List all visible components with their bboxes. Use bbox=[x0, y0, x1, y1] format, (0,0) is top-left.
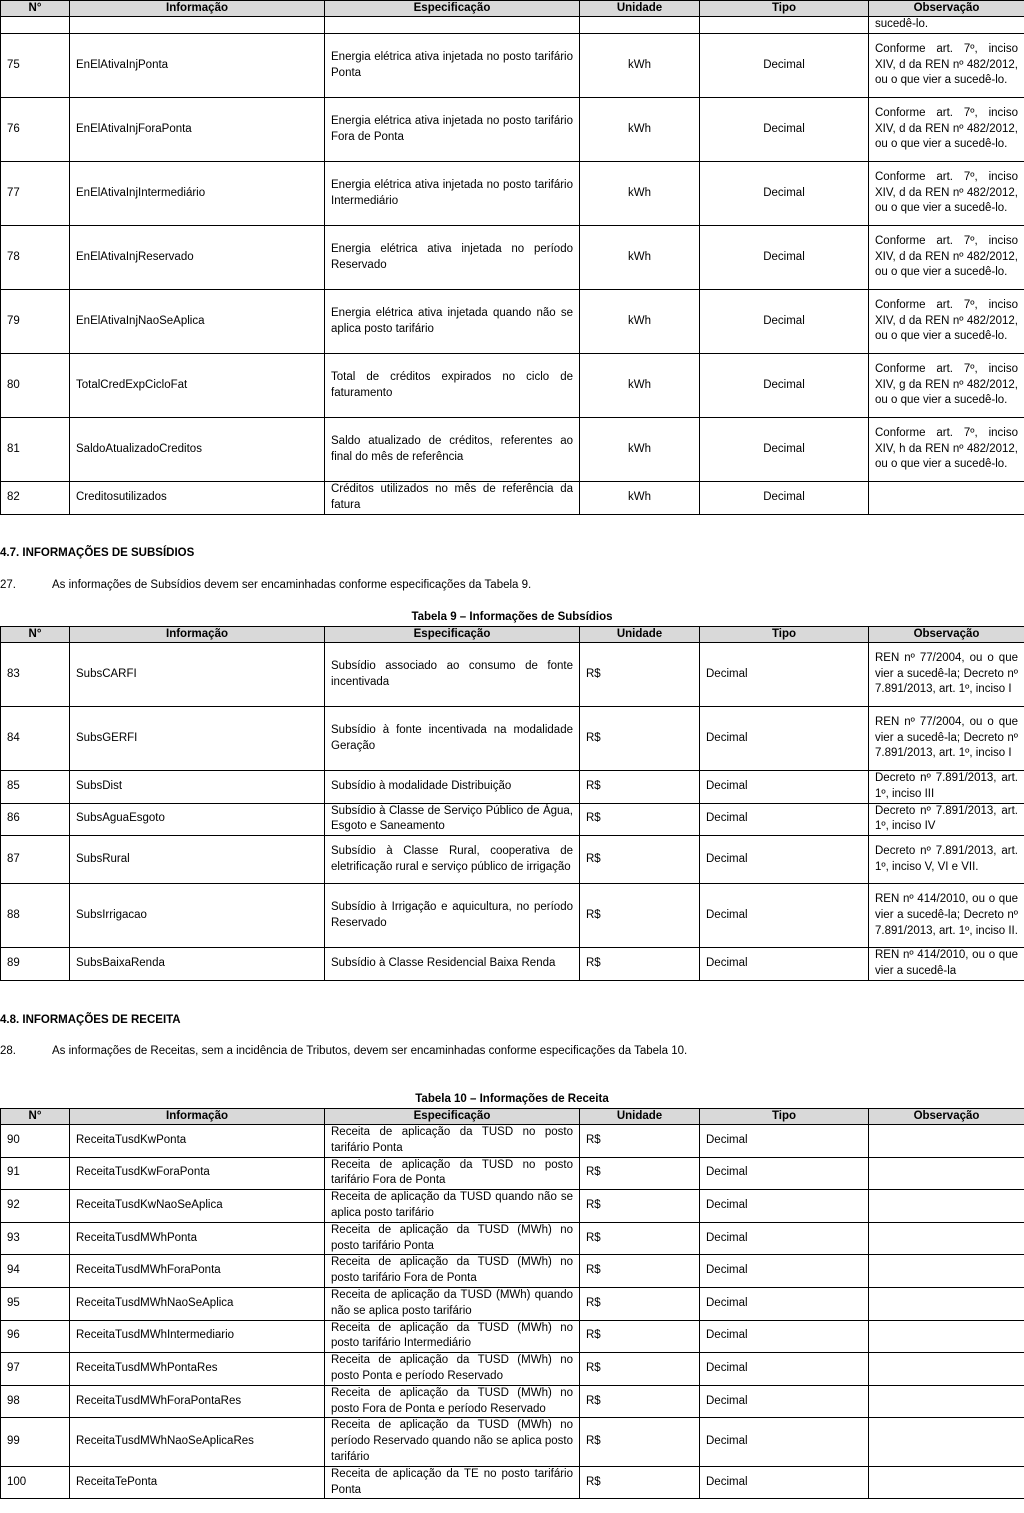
row-number: 90 bbox=[1, 1125, 70, 1158]
table-9-caption: Tabela 9 – Informações de Subsídios bbox=[411, 611, 613, 623]
row-number: 80 bbox=[1, 354, 70, 418]
row-obs: Decreto nº 7.891/2013, art. 1º, inciso IV bbox=[869, 803, 1024, 836]
col-header-obs: Observação bbox=[869, 1, 1024, 17]
row-obs: Conforme art. 7º, inciso XIV, d da REN nº 482/2012, ou o que vier a sucedê-lo. bbox=[869, 226, 1024, 290]
table-header-row bbox=[1, 1, 1024, 17]
col-header-info: Informação bbox=[70, 627, 325, 643]
row-info: TotalCredExpCicloFat bbox=[70, 354, 325, 418]
col-header-info: Informação bbox=[70, 1, 325, 17]
row-unit: R$ bbox=[580, 1466, 700, 1499]
col-header-number: N° bbox=[1, 1109, 70, 1125]
col-header-unit: Unidade bbox=[580, 627, 700, 643]
row-info: ReceitaTePonta bbox=[70, 1466, 325, 1499]
row-unit: kWh bbox=[580, 226, 700, 290]
row-unit: kWh bbox=[580, 418, 700, 482]
row-number: 83 bbox=[1, 643, 70, 707]
col-header-spec: Especificação bbox=[325, 1, 580, 17]
row-unit: kWh bbox=[580, 354, 700, 418]
row-info: SubsAguaEsgoto bbox=[70, 803, 325, 836]
table-row bbox=[1, 1320, 1024, 1353]
data-table bbox=[0, 1108, 1024, 1499]
row-number: 76 bbox=[1, 98, 70, 162]
col-header-type: Tipo bbox=[700, 627, 869, 643]
row-info: ReceitaTusdKwNaoSeAplica bbox=[70, 1190, 325, 1223]
row-info: ReceitaTusdKwPonta bbox=[70, 1125, 325, 1158]
row-type: Decimal bbox=[700, 948, 869, 981]
row-unit: kWh bbox=[580, 162, 700, 226]
row-type: Decimal bbox=[700, 643, 869, 707]
row-info: SubsDist bbox=[70, 771, 325, 804]
row-obs bbox=[869, 1125, 1024, 1158]
row-obs bbox=[869, 1385, 1024, 1418]
row-number: 79 bbox=[1, 290, 70, 354]
row-spec: Receita de aplicação da TUSD (MWh) no posto tarifário Intermediário bbox=[325, 1320, 580, 1353]
table-10-caption: Tabela 10 – Informações de Receita bbox=[415, 1093, 609, 1105]
row-type: Decimal bbox=[700, 226, 869, 290]
table-row bbox=[1, 1353, 1024, 1386]
table-row bbox=[1, 1157, 1024, 1190]
row-type: Decimal bbox=[700, 803, 869, 836]
table-10 bbox=[0, 1108, 1024, 1499]
row-number: 94 bbox=[1, 1255, 70, 1288]
carry-over-row bbox=[1, 17, 1024, 34]
row-type: Decimal bbox=[700, 34, 869, 98]
row-spec: Receita de aplicação da TUSD (MWh) no posto Fora de Ponta e período Reservado bbox=[325, 1385, 580, 1418]
row-number: 78 bbox=[1, 226, 70, 290]
row-unit: kWh bbox=[580, 482, 700, 515]
row-info: EnElAtivaInjReservado bbox=[70, 226, 325, 290]
row-type: Decimal bbox=[700, 290, 869, 354]
row-type: Decimal bbox=[700, 418, 869, 482]
row-info: EnElAtivaInjNaoSeAplica bbox=[70, 290, 325, 354]
table-row bbox=[1, 1466, 1024, 1499]
row-number: 95 bbox=[1, 1287, 70, 1320]
row-unit: R$ bbox=[580, 1222, 700, 1255]
paragraph-text: As informações de Receitas, sem a incidência de Tributos, devem ser encaminhadas conforme especificações da Tabela 10. bbox=[52, 1045, 688, 1057]
row-unit: R$ bbox=[580, 1418, 700, 1466]
row-spec: Total de créditos expirados no ciclo de faturamento bbox=[325, 354, 580, 418]
table-row bbox=[1, 1385, 1024, 1418]
row-unit: R$ bbox=[580, 884, 700, 948]
table-row bbox=[1, 643, 1024, 707]
row-unit: R$ bbox=[580, 771, 700, 804]
row-spec: Subsídio à fonte incentivada na modalidade Geração bbox=[325, 707, 580, 771]
table-row bbox=[1, 418, 1024, 482]
row-unit: R$ bbox=[580, 1287, 700, 1320]
table-row bbox=[1, 354, 1024, 418]
row-obs bbox=[869, 1466, 1024, 1499]
row-spec: Receita de aplicação da TUSD (MWh) no período Reservado quando não se aplica posto tarifário bbox=[325, 1418, 580, 1466]
row-unit: R$ bbox=[580, 948, 700, 981]
col-header-spec: Especificação bbox=[325, 627, 580, 643]
table-row bbox=[1, 34, 1024, 98]
table-row bbox=[1, 290, 1024, 354]
table-row bbox=[1, 884, 1024, 948]
row-obs: REN nº 414/2010, ou o que vier a sucedê-la bbox=[869, 948, 1024, 981]
table-header-row bbox=[1, 1109, 1024, 1125]
col-header-number: N° bbox=[1, 627, 70, 643]
row-unit: kWh bbox=[580, 34, 700, 98]
row-type: Decimal bbox=[700, 836, 869, 884]
table-row bbox=[1, 803, 1024, 836]
table-row bbox=[1, 1222, 1024, 1255]
table-row bbox=[1, 1190, 1024, 1223]
col-header-type: Tipo bbox=[700, 1109, 869, 1125]
row-info: EnElAtivaInjForaPonta bbox=[70, 98, 325, 162]
row-number: 99 bbox=[1, 1418, 70, 1466]
section-title-subsidies: 4.7. INFORMAÇÕES DE SUBSÍDIOS bbox=[0, 547, 195, 559]
row-type: Decimal bbox=[700, 354, 869, 418]
row-info: ReceitaTusdMWhForaPonta bbox=[70, 1255, 325, 1288]
row-unit: R$ bbox=[580, 707, 700, 771]
row-obs: Decreto nº 7.891/2013, art. 1º, inciso III bbox=[869, 771, 1024, 804]
row-obs bbox=[869, 482, 1024, 515]
row-spec: Receita de aplicação da TUSD (MWh) no posto Ponta e período Reservado bbox=[325, 1353, 580, 1386]
row-obs: Decreto nº 7.891/2013, art. 1º, inciso V, VI e VII. bbox=[869, 836, 1024, 884]
row-type: Decimal bbox=[700, 1418, 869, 1466]
table-row bbox=[1, 948, 1024, 981]
row-number: 77 bbox=[1, 162, 70, 226]
row-info: SubsRural bbox=[70, 836, 325, 884]
col-header-number: N° bbox=[1, 1, 70, 17]
carry-over-obs: sucedê-lo. bbox=[869, 17, 1024, 34]
row-spec: Receita de aplicação da TUSD (MWh) no posto tarifário Ponta bbox=[325, 1222, 580, 1255]
row-number: 96 bbox=[1, 1320, 70, 1353]
col-header-spec: Especificação bbox=[325, 1109, 580, 1125]
data-table bbox=[0, 626, 1024, 981]
col-header-unit: Unidade bbox=[580, 1109, 700, 1125]
table-8-continuation bbox=[0, 0, 1024, 515]
row-type: Decimal bbox=[700, 1353, 869, 1386]
row-number: 100 bbox=[1, 1466, 70, 1499]
table-row bbox=[1, 98, 1024, 162]
row-unit: R$ bbox=[580, 1385, 700, 1418]
row-unit: R$ bbox=[580, 803, 700, 836]
table-row bbox=[1, 1125, 1024, 1158]
row-number: 93 bbox=[1, 1222, 70, 1255]
row-spec: Receita de aplicação da TUSD (MWh) no posto tarifário Fora de Ponta bbox=[325, 1255, 580, 1288]
paragraph-number: 28. bbox=[0, 1045, 16, 1057]
row-type: Decimal bbox=[700, 1222, 869, 1255]
row-number: 75 bbox=[1, 34, 70, 98]
table-row bbox=[1, 162, 1024, 226]
data-table bbox=[0, 0, 1024, 515]
row-unit: kWh bbox=[580, 98, 700, 162]
table-row bbox=[1, 482, 1024, 515]
row-unit: R$ bbox=[580, 1255, 700, 1288]
row-type: Decimal bbox=[700, 98, 869, 162]
row-number: 89 bbox=[1, 948, 70, 981]
col-header-obs: Observação bbox=[869, 627, 1024, 643]
row-info: SaldoAtualizadoCreditos bbox=[70, 418, 325, 482]
row-spec: Receita de aplicação da TE no posto tarifário Ponta bbox=[325, 1466, 580, 1499]
row-obs bbox=[869, 1222, 1024, 1255]
row-obs bbox=[869, 1320, 1024, 1353]
row-obs bbox=[869, 1255, 1024, 1288]
row-obs bbox=[869, 1287, 1024, 1320]
row-obs bbox=[869, 1353, 1024, 1386]
row-obs: Conforme art. 7º, inciso XIV, h da REN nº 482/2012, ou o que vier a sucedê-lo. bbox=[869, 418, 1024, 482]
row-spec: Energia elétrica ativa injetada no posto tarifário Ponta bbox=[325, 34, 580, 98]
row-number: 91 bbox=[1, 1157, 70, 1190]
row-info: Creditosutilizados bbox=[70, 482, 325, 515]
row-spec: Receita de aplicação da TUSD no posto tarifário Fora de Ponta bbox=[325, 1157, 580, 1190]
row-type: Decimal bbox=[700, 1320, 869, 1353]
row-info: SubsGERFI bbox=[70, 707, 325, 771]
row-info: SubsIrrigacao bbox=[70, 884, 325, 948]
section-title-revenue: 4.8. INFORMAÇÕES DE RECEITA bbox=[0, 1014, 181, 1026]
row-info: ReceitaTusdMWhIntermediario bbox=[70, 1320, 325, 1353]
table-row bbox=[1, 1287, 1024, 1320]
col-header-info: Informação bbox=[70, 1109, 325, 1125]
row-info: ReceitaTusdMWhForaPontaRes bbox=[70, 1385, 325, 1418]
row-obs: Conforme art. 7º, inciso XIV, d da REN nº 482/2012, ou o que vier a sucedê-lo. bbox=[869, 98, 1024, 162]
table-row bbox=[1, 771, 1024, 804]
row-unit: R$ bbox=[580, 1320, 700, 1353]
row-type: Decimal bbox=[700, 884, 869, 948]
row-obs: REN nº 77/2004, ou o que vier a sucedê-la; Decreto nº 7.891/2013, art. 1º, inciso I bbox=[869, 643, 1024, 707]
row-number: 82 bbox=[1, 482, 70, 515]
row-unit: kWh bbox=[580, 290, 700, 354]
row-number: 81 bbox=[1, 418, 70, 482]
row-type: Decimal bbox=[700, 1157, 869, 1190]
row-spec: Energia elétrica ativa injetada no posto tarifário Fora de Ponta bbox=[325, 98, 580, 162]
table-header-row bbox=[1, 627, 1024, 643]
row-type: Decimal bbox=[700, 1466, 869, 1499]
row-info: SubsBaixaRenda bbox=[70, 948, 325, 981]
row-type: Decimal bbox=[700, 162, 869, 226]
row-number: 92 bbox=[1, 1190, 70, 1223]
row-obs: Conforme art. 7º, inciso XIV, d da REN nº 482/2012, ou o que vier a sucedê-lo. bbox=[869, 162, 1024, 226]
table-row bbox=[1, 1255, 1024, 1288]
col-header-obs: Observação bbox=[869, 1109, 1024, 1125]
row-info: ReceitaTusdKwForaPonta bbox=[70, 1157, 325, 1190]
row-spec: Subsídio à Classe de Serviço Público de Água, Esgoto e Saneamento bbox=[325, 803, 580, 836]
row-number: 87 bbox=[1, 836, 70, 884]
row-obs: Conforme art. 7º, inciso XIV, d da REN nº 482/2012, ou o que vier a sucedê-lo. bbox=[869, 290, 1024, 354]
col-header-unit: Unidade bbox=[580, 1, 700, 17]
row-type: Decimal bbox=[700, 771, 869, 804]
row-number: 85 bbox=[1, 771, 70, 804]
row-spec: Receita de aplicação da TUSD no posto tarifário Ponta bbox=[325, 1125, 580, 1158]
row-unit: R$ bbox=[580, 1190, 700, 1223]
row-unit: R$ bbox=[580, 1157, 700, 1190]
row-type: Decimal bbox=[700, 1385, 869, 1418]
row-number: 97 bbox=[1, 1353, 70, 1386]
row-spec: Energia elétrica ativa injetada quando não se aplica posto tarifário bbox=[325, 290, 580, 354]
row-spec: Saldo atualizado de créditos, referentes ao final do mês de referência bbox=[325, 418, 580, 482]
row-spec: Subsídio à modalidade Distribuição bbox=[325, 771, 580, 804]
paragraph-text: As informações de Subsídios devem ser encaminhadas conforme especificações da Tabela 9. bbox=[52, 579, 532, 591]
row-spec: Receita de aplicação da TUSD quando não se aplica posto tarifário bbox=[325, 1190, 580, 1223]
table-row bbox=[1, 836, 1024, 884]
row-info: EnElAtivaInjIntermediário bbox=[70, 162, 325, 226]
row-unit: R$ bbox=[580, 836, 700, 884]
row-spec: Créditos utilizados no mês de referência da fatura bbox=[325, 482, 580, 515]
row-spec: Subsídio à Classe Rural, cooperativa de eletrificação rural e serviço público de irrigação bbox=[325, 836, 580, 884]
row-number: 88 bbox=[1, 884, 70, 948]
row-type: Decimal bbox=[700, 1287, 869, 1320]
table-row bbox=[1, 1418, 1024, 1466]
row-spec: Energia elétrica ativa injetada no período Reservado bbox=[325, 226, 580, 290]
row-obs bbox=[869, 1157, 1024, 1190]
row-number: 98 bbox=[1, 1385, 70, 1418]
row-obs: REN nº 414/2010, ou o que vier a sucedê-la; Decreto nº 7.891/2013, art. 1º, inciso II. bbox=[869, 884, 1024, 948]
row-obs: Conforme art. 7º, inciso XIV, d da REN nº 482/2012, ou o que vier a sucedê-lo. bbox=[869, 34, 1024, 98]
row-spec: Subsídio à Classe Residencial Baixa Renda bbox=[325, 948, 580, 981]
row-unit: R$ bbox=[580, 1353, 700, 1386]
table-row bbox=[1, 707, 1024, 771]
row-info: EnElAtivaInjPonta bbox=[70, 34, 325, 98]
row-type: Decimal bbox=[700, 1190, 869, 1223]
row-number: 86 bbox=[1, 803, 70, 836]
row-unit: R$ bbox=[580, 643, 700, 707]
row-number: 84 bbox=[1, 707, 70, 771]
row-unit: R$ bbox=[580, 1125, 700, 1158]
row-info: ReceitaTusdMWhNaoSeAplicaRes bbox=[70, 1418, 325, 1466]
table-row bbox=[1, 226, 1024, 290]
row-info: ReceitaTusdMWhNaoSeAplica bbox=[70, 1287, 325, 1320]
row-info: ReceitaTusdMWhPonta bbox=[70, 1222, 325, 1255]
paragraph-number: 27. bbox=[0, 579, 16, 591]
col-header-type: Tipo bbox=[700, 1, 869, 17]
row-spec: Energia elétrica ativa injetada no posto tarifário Intermediário bbox=[325, 162, 580, 226]
row-info: SubsCARFI bbox=[70, 643, 325, 707]
row-type: Decimal bbox=[700, 1255, 869, 1288]
row-type: Decimal bbox=[700, 707, 869, 771]
row-type: Decimal bbox=[700, 482, 869, 515]
row-obs bbox=[869, 1418, 1024, 1466]
row-type: Decimal bbox=[700, 1125, 869, 1158]
row-obs: Conforme art. 7º, inciso XIV, g da REN nº 482/2012, ou o que vier a sucedê-lo. bbox=[869, 354, 1024, 418]
table-9 bbox=[0, 626, 1024, 981]
row-spec: Subsídio associado ao consumo de fonte incentivada bbox=[325, 643, 580, 707]
row-obs bbox=[869, 1190, 1024, 1223]
row-spec: Subsídio à Irrigação e aquicultura, no período Reservado bbox=[325, 884, 580, 948]
row-obs: REN nº 77/2004, ou o que vier a sucedê-la; Decreto nº 7.891/2013, art. 1º, inciso I bbox=[869, 707, 1024, 771]
row-spec: Receita de aplicação da TUSD (MWh) quando não se aplica posto tarifário bbox=[325, 1287, 580, 1320]
row-info: ReceitaTusdMWhPontaRes bbox=[70, 1353, 325, 1386]
